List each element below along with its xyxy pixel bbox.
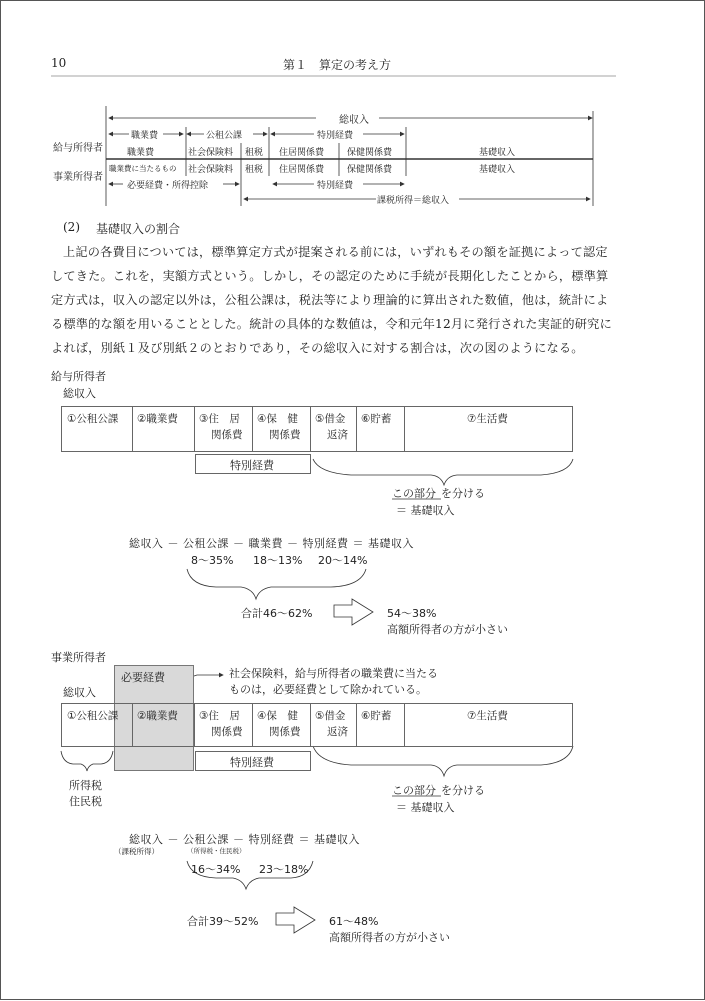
business-cell-1: ①公租公課 — [61, 703, 133, 747]
paragraph-line: る標準的な額を用いることとした。統計の具体的な数値は，令和元年12月に発行された実証的研究に — [51, 317, 612, 331]
salary-cell-7: ⑦生活費 — [467, 413, 508, 425]
row1-cell: 保健関係費 — [347, 148, 393, 158]
salary-fig-title: 給与所得者 — [51, 370, 106, 383]
section-heading: 基礎収入の割合 — [96, 222, 181, 236]
salary-fig-total: 総収入 — [63, 387, 96, 400]
salary-pct-2: 18～13% — [253, 554, 303, 567]
business-equals-basic: ＝ 基礎収入 — [396, 801, 455, 814]
salary-cell-2: ②職業費 — [133, 406, 195, 452]
salary-cell-4: ④保 健 関係費 — [253, 406, 311, 452]
row1-cell: 職業費 — [127, 148, 155, 158]
business-fig-total: 総収入 — [63, 686, 96, 699]
salary-note: 高額所得者の方が小さい — [387, 623, 508, 636]
top-business-label: 事業所得者 — [53, 172, 103, 183]
business-cell-3: ③住 居 関係費 — [195, 703, 253, 747]
salary-pct-1: 8～35% — [191, 554, 234, 567]
salary-this-part: この部分 — [392, 487, 436, 500]
top-necessary: 必要経費・所得控除 — [127, 181, 209, 191]
business-sub-mid: （所得税・住民税） — [187, 847, 246, 855]
row1-cell: 基礎収入 — [479, 148, 516, 158]
business-special-label: 特別経費 — [230, 756, 274, 769]
business-fig-title: 事業所得者 — [51, 651, 106, 664]
business-sub-left: （課税所得） — [114, 847, 159, 856]
salary-cell-6: ⑥貯蓄 — [357, 406, 405, 452]
business-sum: 合計39～52% — [187, 915, 259, 928]
business-divide: を分ける — [441, 784, 485, 797]
row2-cell: 保健関係費 — [347, 165, 393, 175]
top-salary-label: 給与所得者 — [53, 143, 103, 154]
salary-formula: 総収入 － 公租公課 － 職業費 － 特別経費 ＝ 基礎収入 — [129, 537, 414, 550]
business-cell-7: ⑦生活費 — [467, 710, 508, 722]
business-cell-2: ②職業費 — [133, 703, 195, 747]
business-result: 61～48% — [329, 915, 379, 928]
business-callout-2: ものは，必要経費として除かれている。 — [229, 683, 427, 696]
business-note: 高額所得者の方が小さい — [329, 931, 450, 944]
salary-special-label: 特別経費 — [230, 459, 274, 472]
business-tax-1: 所得税 — [69, 779, 102, 792]
paragraph-line: してきた。これを，実額方式という。しかし，その認定のために手続が長期化したことから，標準算 — [51, 269, 609, 283]
business-pct-2: 23～18% — [259, 863, 309, 876]
row2-cell: 住居関係費 — [279, 165, 325, 175]
top-taxable: 課税所得＝総収入 — [377, 196, 450, 206]
salary-pct-3: 20～14% — [318, 554, 368, 567]
salary-cell-3: ③住 居 関係費 — [195, 406, 253, 452]
salary-divide: を分ける — [441, 487, 485, 500]
business-this-part: この部分 — [392, 784, 436, 797]
business-callout-1: 社会保険料，給与所得者の職業費に当たる — [229, 667, 438, 680]
page-number: 10 — [51, 56, 67, 70]
business-cell-5: ⑤借金 返済 — [311, 703, 357, 747]
salary-sum: 合計46～62% — [241, 607, 313, 620]
paragraph-line: 定方式は，収入の認定以外は，公租公課は，税法等により理論的に算出された数値，他は，統計によ — [51, 293, 609, 307]
salary-cell-1: ①公租公課 — [61, 406, 133, 452]
salary-cell-5: ⑤借金 返済 — [311, 406, 357, 452]
business-cell-6: ⑥貯蓄 — [357, 703, 405, 747]
row2-cell: 租税 — [245, 165, 264, 175]
business-pct-1: 16～34% — [191, 863, 241, 876]
top-occupational: 職業費 — [131, 131, 159, 141]
running-title: 第１ 算定の考え方 — [283, 58, 392, 72]
salary-equals-basic: ＝ 基礎収入 — [396, 504, 455, 517]
row1-cell: 住居関係費 — [279, 148, 325, 158]
section-number: (2) — [63, 220, 80, 234]
business-formula: 総収入 － 公租公課 － 特別経費 ＝ 基礎収入 — [129, 833, 360, 846]
business-necessary: 必要経費 — [121, 671, 165, 684]
business-tax-2: 住民税 — [69, 795, 102, 808]
row1-cell: 社会保険料 — [188, 148, 234, 158]
row2-cell: 社会保険料 — [188, 165, 234, 175]
row1-cell: 租税 — [245, 148, 264, 158]
top-total-income: 総収入 — [336, 111, 372, 126]
paragraph-line: よれば，別紙１及び別紙２のとおりであり，その総収入に対する割合は，次の図のようになる。 — [51, 341, 584, 355]
business-cell-4: ④保 健 関係費 — [253, 703, 311, 747]
top-special-expense: 特別経費 — [317, 131, 354, 141]
row2-cell: 基礎収入 — [479, 165, 516, 175]
row2-cell: 職業費に当たるもの — [109, 164, 177, 173]
top-special-expense-2: 特別経費 — [317, 181, 354, 191]
paragraph-line: 上記の各費目については，標準算定方式が提案される前には，いずれもその額を証拠によって認定 — [63, 245, 608, 259]
top-public-taxes: 公租公課 — [206, 131, 243, 141]
salary-result: 54～38% — [387, 607, 437, 620]
